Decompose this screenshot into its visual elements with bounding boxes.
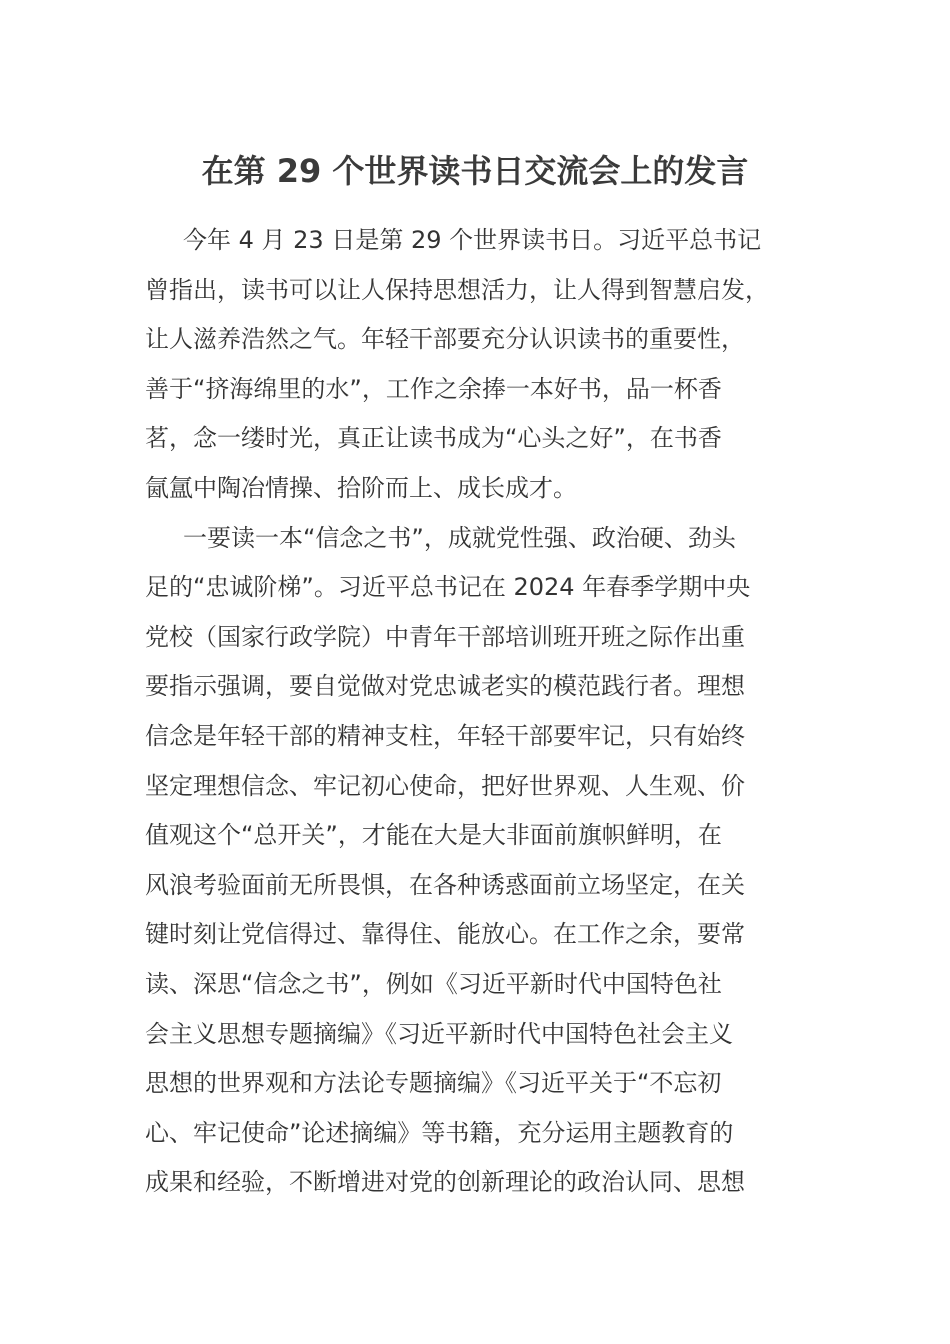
paragraph-line: 氤氲中陶冶情操、拾阶而上、成长成才。 xyxy=(145,473,577,502)
paragraph-line: 读、深思“信念之书”，例如《习近平新时代中国特色社 xyxy=(145,969,722,998)
paragraph-2 xyxy=(145,514,815,1208)
paragraph-1 xyxy=(145,216,815,514)
paragraph-line: 足的“忠诚阶梯”。习近平总书记在 2024 年春季学期中央 xyxy=(145,573,751,602)
paragraph-line: 茗，念一缕时光，真正让读书成为“心头之好”，在书香 xyxy=(145,424,722,453)
paragraph-line: 值观这个“总开关”，才能在大是大非面前旗帜鲜明，在 xyxy=(145,821,722,850)
paragraph-line: 风浪考验面前无所畏惧，在各种诱惑面前立场坚定，在关 xyxy=(145,870,745,899)
paragraph-line: 思想的世界观和方法论专题摘编》《习近平关于“不忘初 xyxy=(145,1069,722,1098)
paragraph-line: 信念是年轻干部的精神支柱，年轻干部要牢记，只有始终 xyxy=(145,721,745,750)
paragraph-line: 坚定理想信念、牢记初心使命，把好世界观、人生观、价 xyxy=(145,771,745,800)
paragraph-line: 要指示强调，要自觉做对党忠诚老实的模范践行者。理想 xyxy=(145,672,745,701)
paragraph-line: 今年 4 月 23 日是第 29 个世界读书日。习近平总书记 xyxy=(183,226,762,254)
paragraph-line: 让人滋养浩然之气。年轻干部要充分认识读书的重要性， xyxy=(145,325,745,354)
document-body xyxy=(145,216,815,1208)
document-title: 在第 29 个世界读书日交流会上的发言 xyxy=(201,152,749,190)
paragraph-line: 曾指出，读书可以让人保持思想活力，让人得到智慧启发， xyxy=(145,275,769,304)
paragraph-line: 善于“挤海绵里的水”，工作之余捧一本好书，品一杯香 xyxy=(145,374,722,403)
paragraph-line: 成果和经验，不断增进对党的创新理论的政治认同、思想 xyxy=(145,1168,745,1197)
paragraph-line: 会主义思想专题摘编》《习近平新时代中国特色社会主义 xyxy=(145,1019,733,1048)
paragraph-line: 键时刻让党信得过、靠得住、能放心。在工作之余，要常 xyxy=(145,920,745,949)
paragraph-line: 党校（国家行政学院）中青年干部培训班开班之际作出重 xyxy=(145,622,745,651)
paragraph-line: 心、牢记使命”论述摘编》等书籍，充分运用主题教育的 xyxy=(145,1118,734,1147)
paragraph-line: 一要读一本“信念之书”，成就党性强、政治硬、劲头 xyxy=(183,523,736,552)
